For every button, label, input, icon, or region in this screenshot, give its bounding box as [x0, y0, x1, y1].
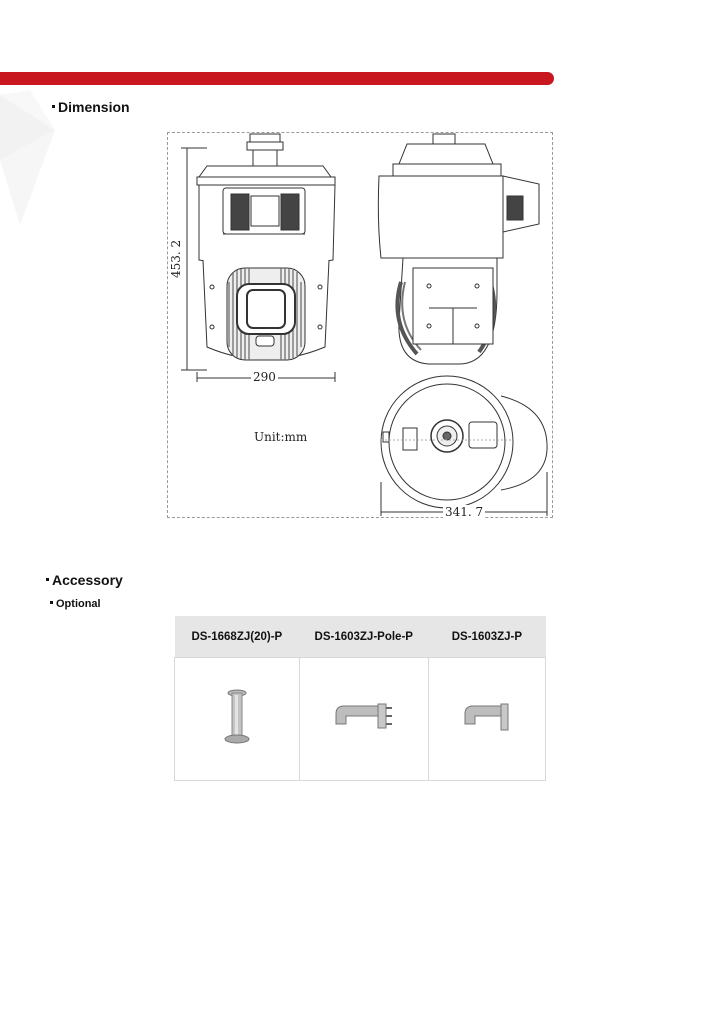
optional-title: Optional: [56, 598, 101, 610]
top-view-drawing: [381, 376, 547, 516]
camera-dimension-drawing: [167, 132, 553, 518]
accessory-model-header: DS-1668ZJ(20)-P: [175, 616, 300, 658]
accessory-header-row: [175, 616, 546, 658]
bullet-icon: [46, 578, 49, 581]
bullet-icon: [52, 105, 55, 108]
dimension-heading: [52, 99, 130, 115]
bullet-icon: [50, 601, 53, 604]
side-view-drawing: [378, 134, 539, 364]
accessory-heading: [46, 572, 123, 588]
front-view-drawing: [181, 134, 335, 382]
height-dimension-label: 453. 2: [169, 239, 183, 278]
dimension-title: Dimension: [58, 99, 130, 115]
accessory-table: [174, 616, 546, 781]
accessory-image-cell: [299, 658, 428, 781]
wall-bracket-icon: [461, 702, 513, 732]
accessory-image-cell: [175, 658, 300, 781]
accessory-title: Accessory: [52, 572, 123, 588]
accessory-image-row: [175, 658, 546, 781]
accessory-model-header: DS-1603ZJ-P: [428, 616, 545, 658]
width-dimension-label: 290: [253, 370, 276, 384]
unit-label: Unit:mm: [254, 430, 308, 444]
accessory-image-cell: [428, 658, 545, 781]
depth-dimension-label: 341. 7: [445, 505, 484, 519]
pole-wall-bracket-icon: [332, 702, 396, 732]
pole-mount-icon: [217, 687, 257, 747]
header-red-bar: [0, 72, 554, 85]
optional-subheading: [50, 598, 101, 610]
accessory-model-header: DS-1603ZJ-Pole-P: [299, 616, 428, 658]
